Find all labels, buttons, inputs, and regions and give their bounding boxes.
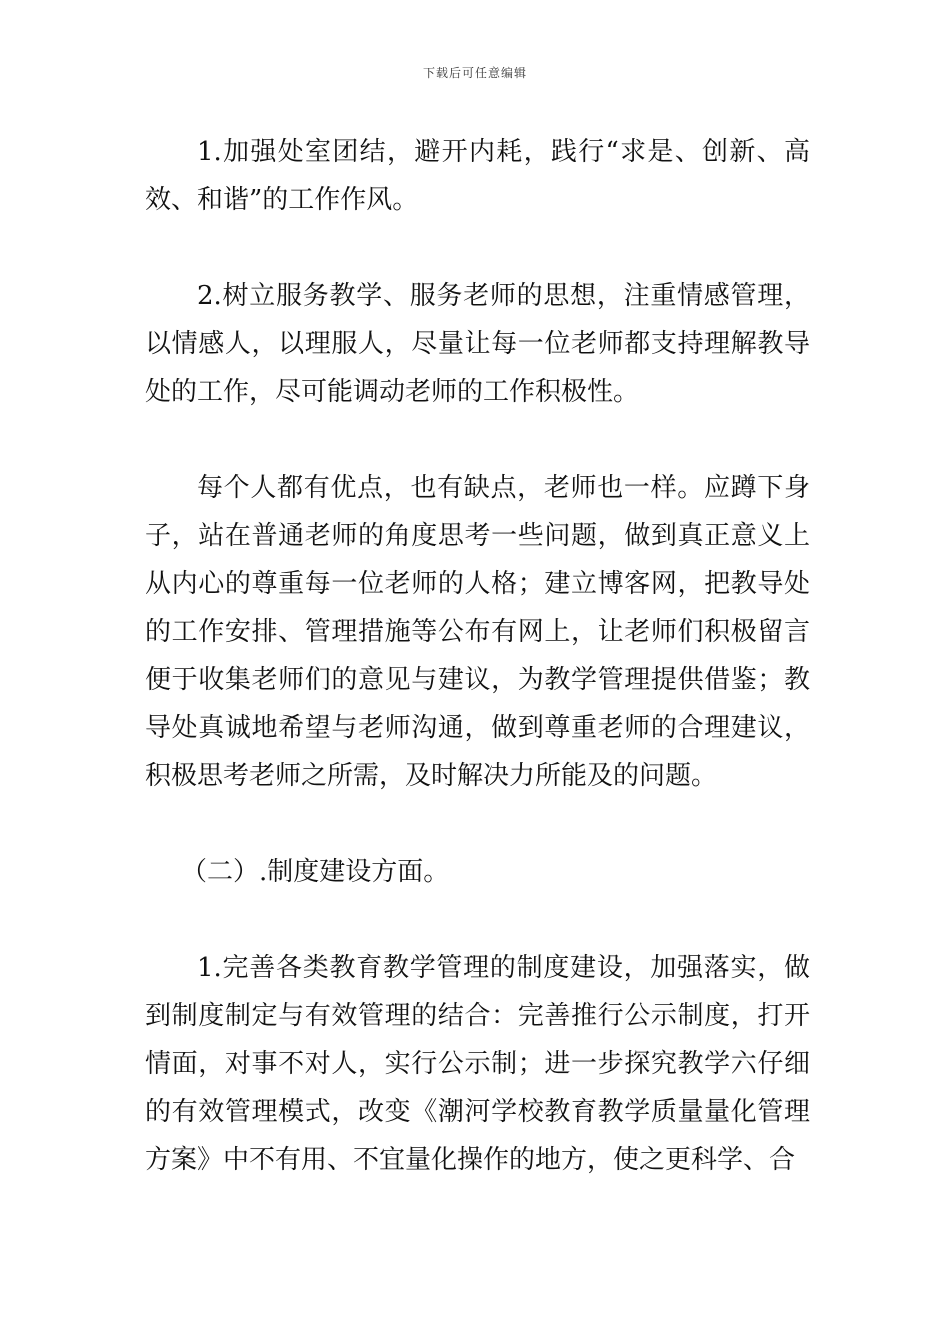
page-header: 下载后可任意编辑 (422, 66, 527, 80)
paragraph-system-building: 1.完善各类教育教学管理的制度建设，加强落实，做到制度制定与有效管理的结合：完善推行公示制度，打开情面，对事不对人，实行公示制；进一步探究教学六仔细的有效管理模式，改变《潮河学校教育教学质量量化管理方案》中不有用、不宜量化操作的地方，使之更科学、合 (145, 953, 810, 1175)
paragraph-respect: 每个人都有优点，也有缺点，老师也一样。应蹲下身子，站在普通老师的角度思考一些问题，做到真正意义上从内心的尊重每一位老师的人格；建立博客网，把教导处的工作安排、管理措施等公布有网上，让老师们积极留言便于收集老师们的意见与建议，为教学管理提供借鉴；教导处真诚地希望与老师沟通，做到尊重老师的合理建议，积极思考老师之所需，及时解决力所能及的问题。 (145, 473, 810, 791)
paragraph-service: 2.树立服务教学、服务老师的思想，注重情感管理，以情感人，以理服人，尽量让每一位老师都支持理解教导处的工作，尽可能调动老师的工作积极性。 (145, 281, 810, 407)
section-heading-system: （二）.制度建设方面。 (181, 857, 450, 887)
paragraph-unity: 1.加强处室团结，避开内耗，践行“求是、创新、高效、和谐”的工作作风。 (145, 137, 810, 215)
document-body (145, 128, 810, 1184)
